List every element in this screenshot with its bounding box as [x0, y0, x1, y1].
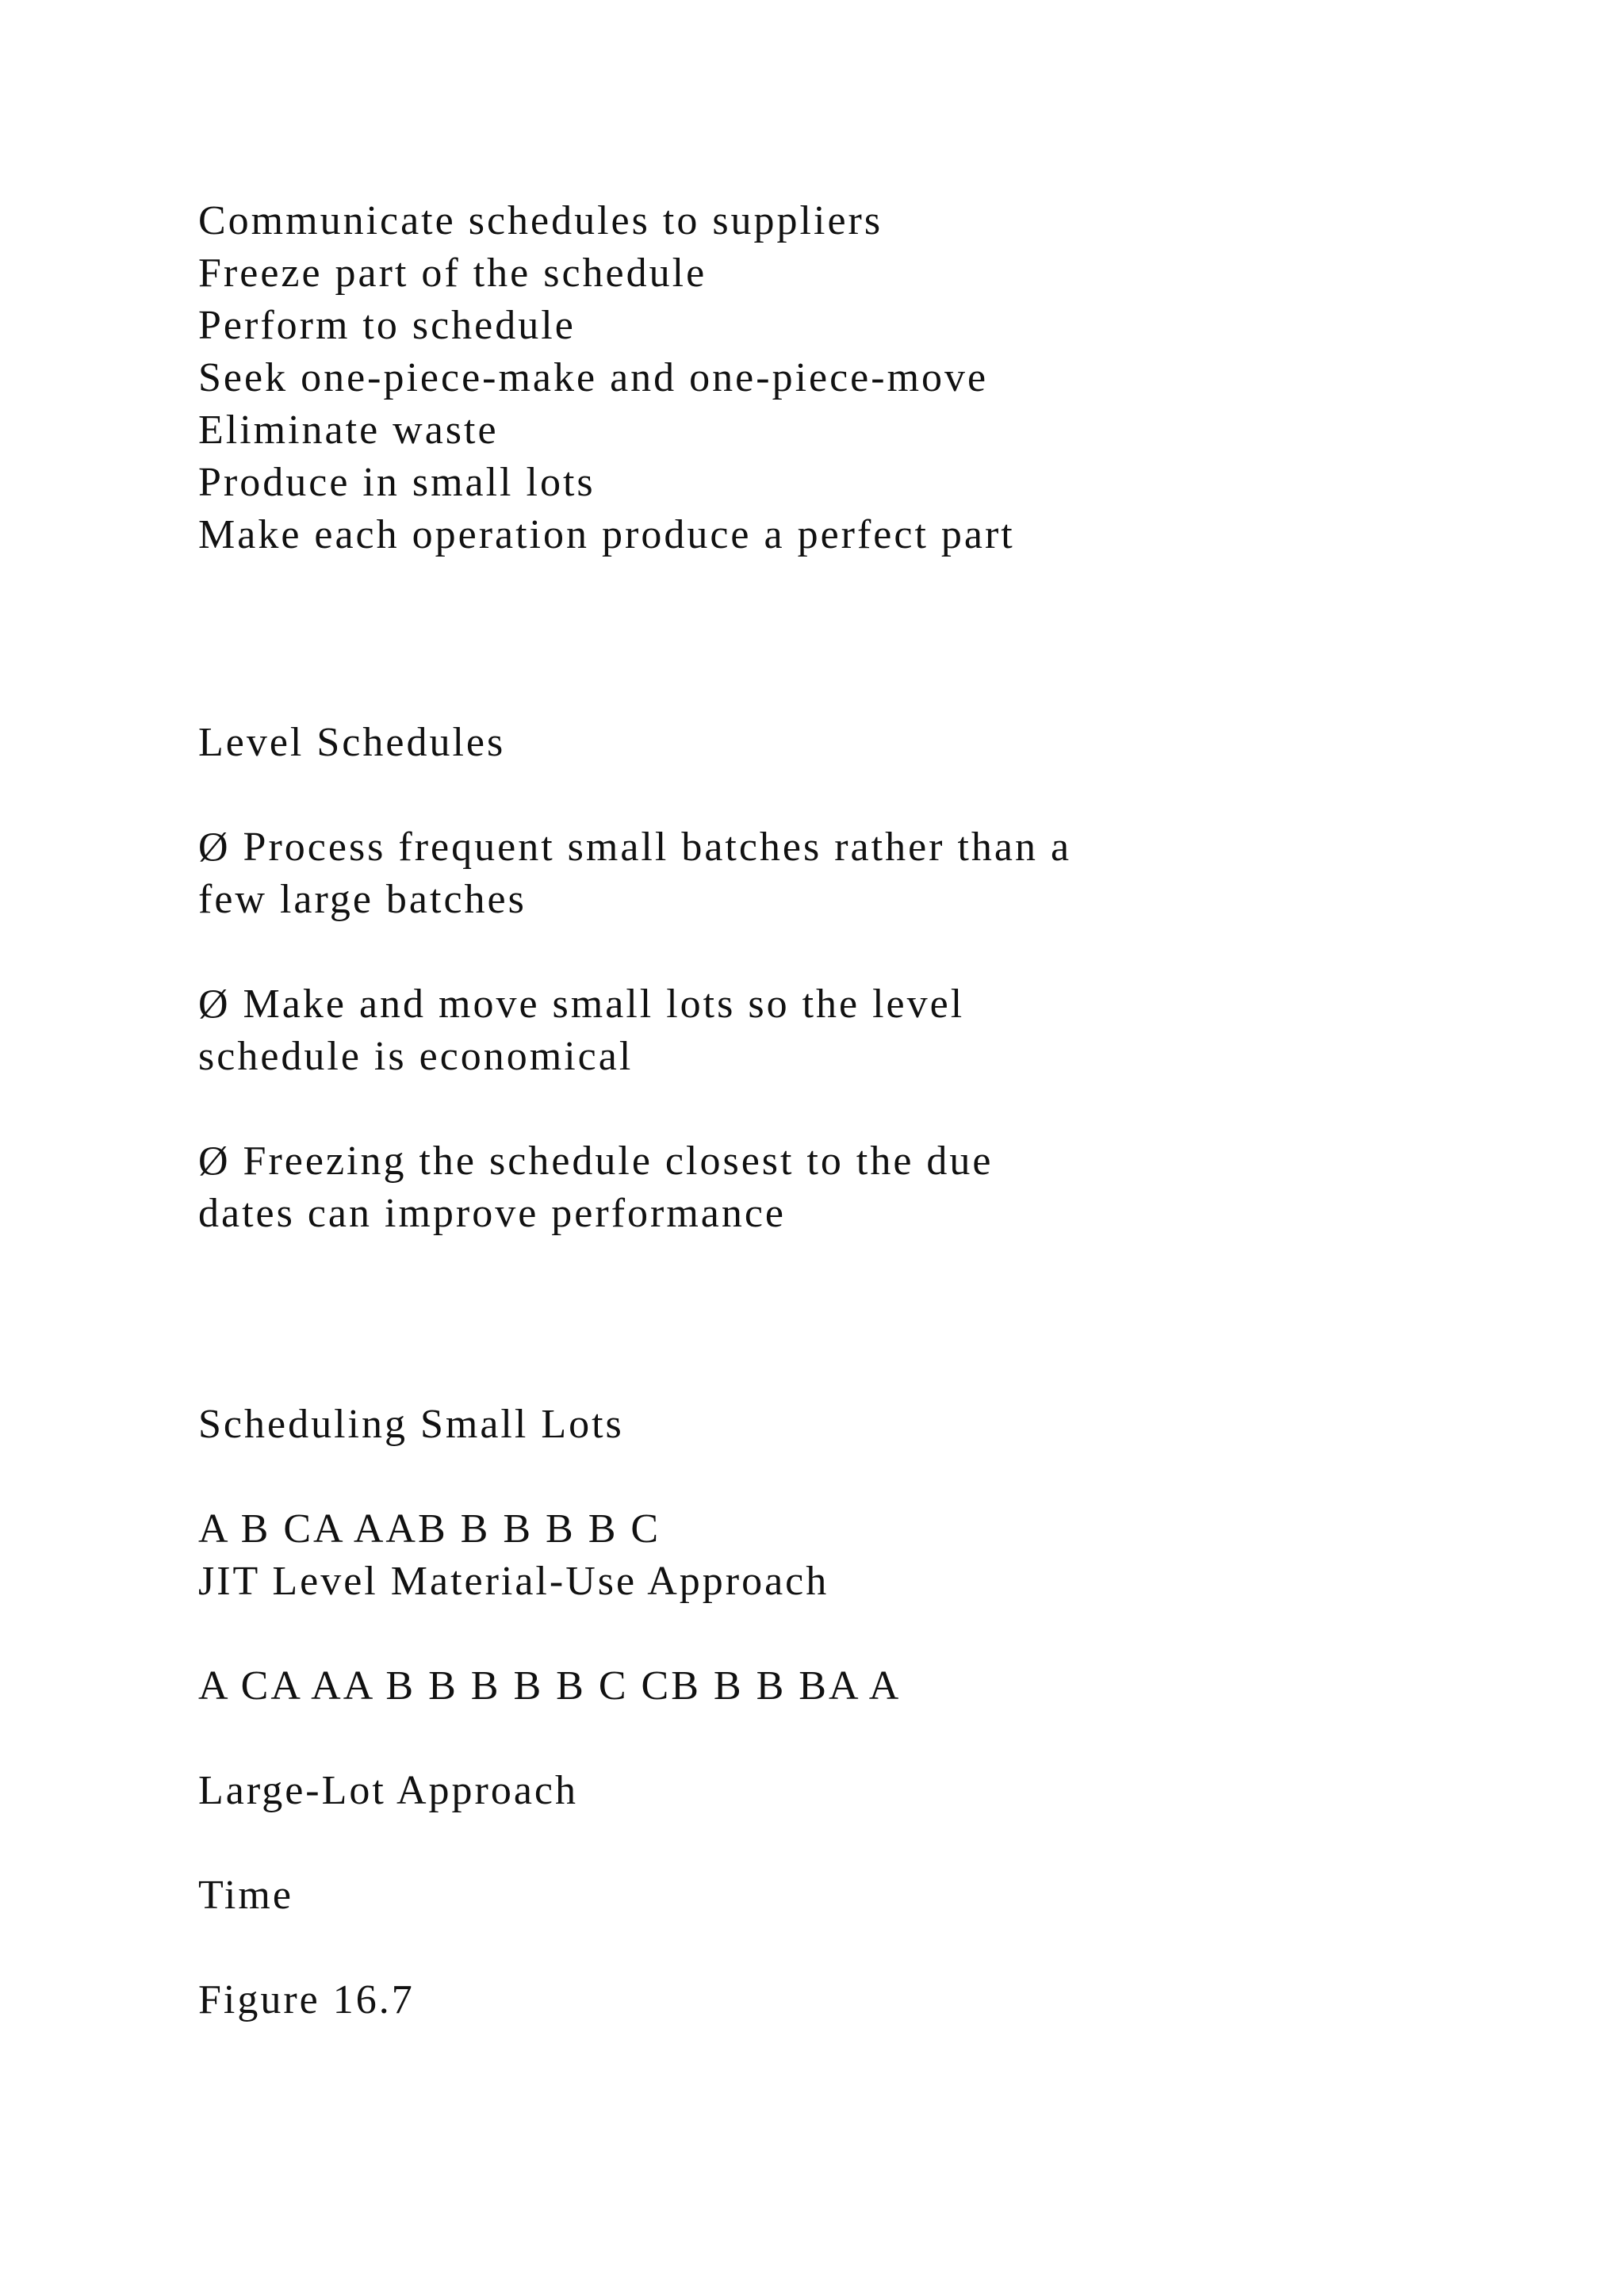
intro-item-communicate: Communicate schedules to suppliers: [198, 198, 883, 243]
level-bullet-3-line-1: Ø Freezing the schedule closest to the due: [198, 1138, 994, 1184]
intro-item-one-piece: Seek one-piece-make and one-piece-move: [198, 355, 989, 400]
time-label: Time: [198, 1873, 293, 1918]
intro-item-perform: Perform to schedule: [198, 303, 576, 348]
large-lot-sequence: A CA AA B B B B B C CB B B BA A: [198, 1663, 902, 1709]
level-bullet-3-line-2: dates can improve performance: [198, 1191, 787, 1236]
scheduling-small-lots-heading: Scheduling Small Lots: [198, 1402, 624, 1447]
large-lot-approach-label: Large-Lot Approach: [198, 1768, 578, 1813]
level-bullet-1-line-1: Ø Process frequent small batches rather than a: [198, 825, 1072, 870]
intro-item-freeze: Freeze part of the schedule: [198, 251, 707, 296]
figure-caption: Figure 16.7: [198, 1977, 415, 2022]
intro-item-eliminate-waste: Eliminate waste: [198, 408, 499, 453]
level-bullet-2-line-2: schedule is economical: [198, 1034, 634, 1079]
intro-item-perfect-part: Make each operation produce a perfect part: [198, 512, 1015, 557]
intro-item-small-lots: Produce in small lots: [198, 460, 596, 505]
jit-approach-label: JIT Level Material-Use Approach: [198, 1559, 829, 1604]
level-bullet-2-line-1: Ø Make and move small lots so the level: [198, 982, 965, 1027]
level-bullet-1-line-2: few large batches: [198, 877, 527, 922]
jit-sequence: A B CA AAB B B B B C: [198, 1506, 661, 1552]
level-schedules-heading: Level Schedules: [198, 720, 506, 765]
